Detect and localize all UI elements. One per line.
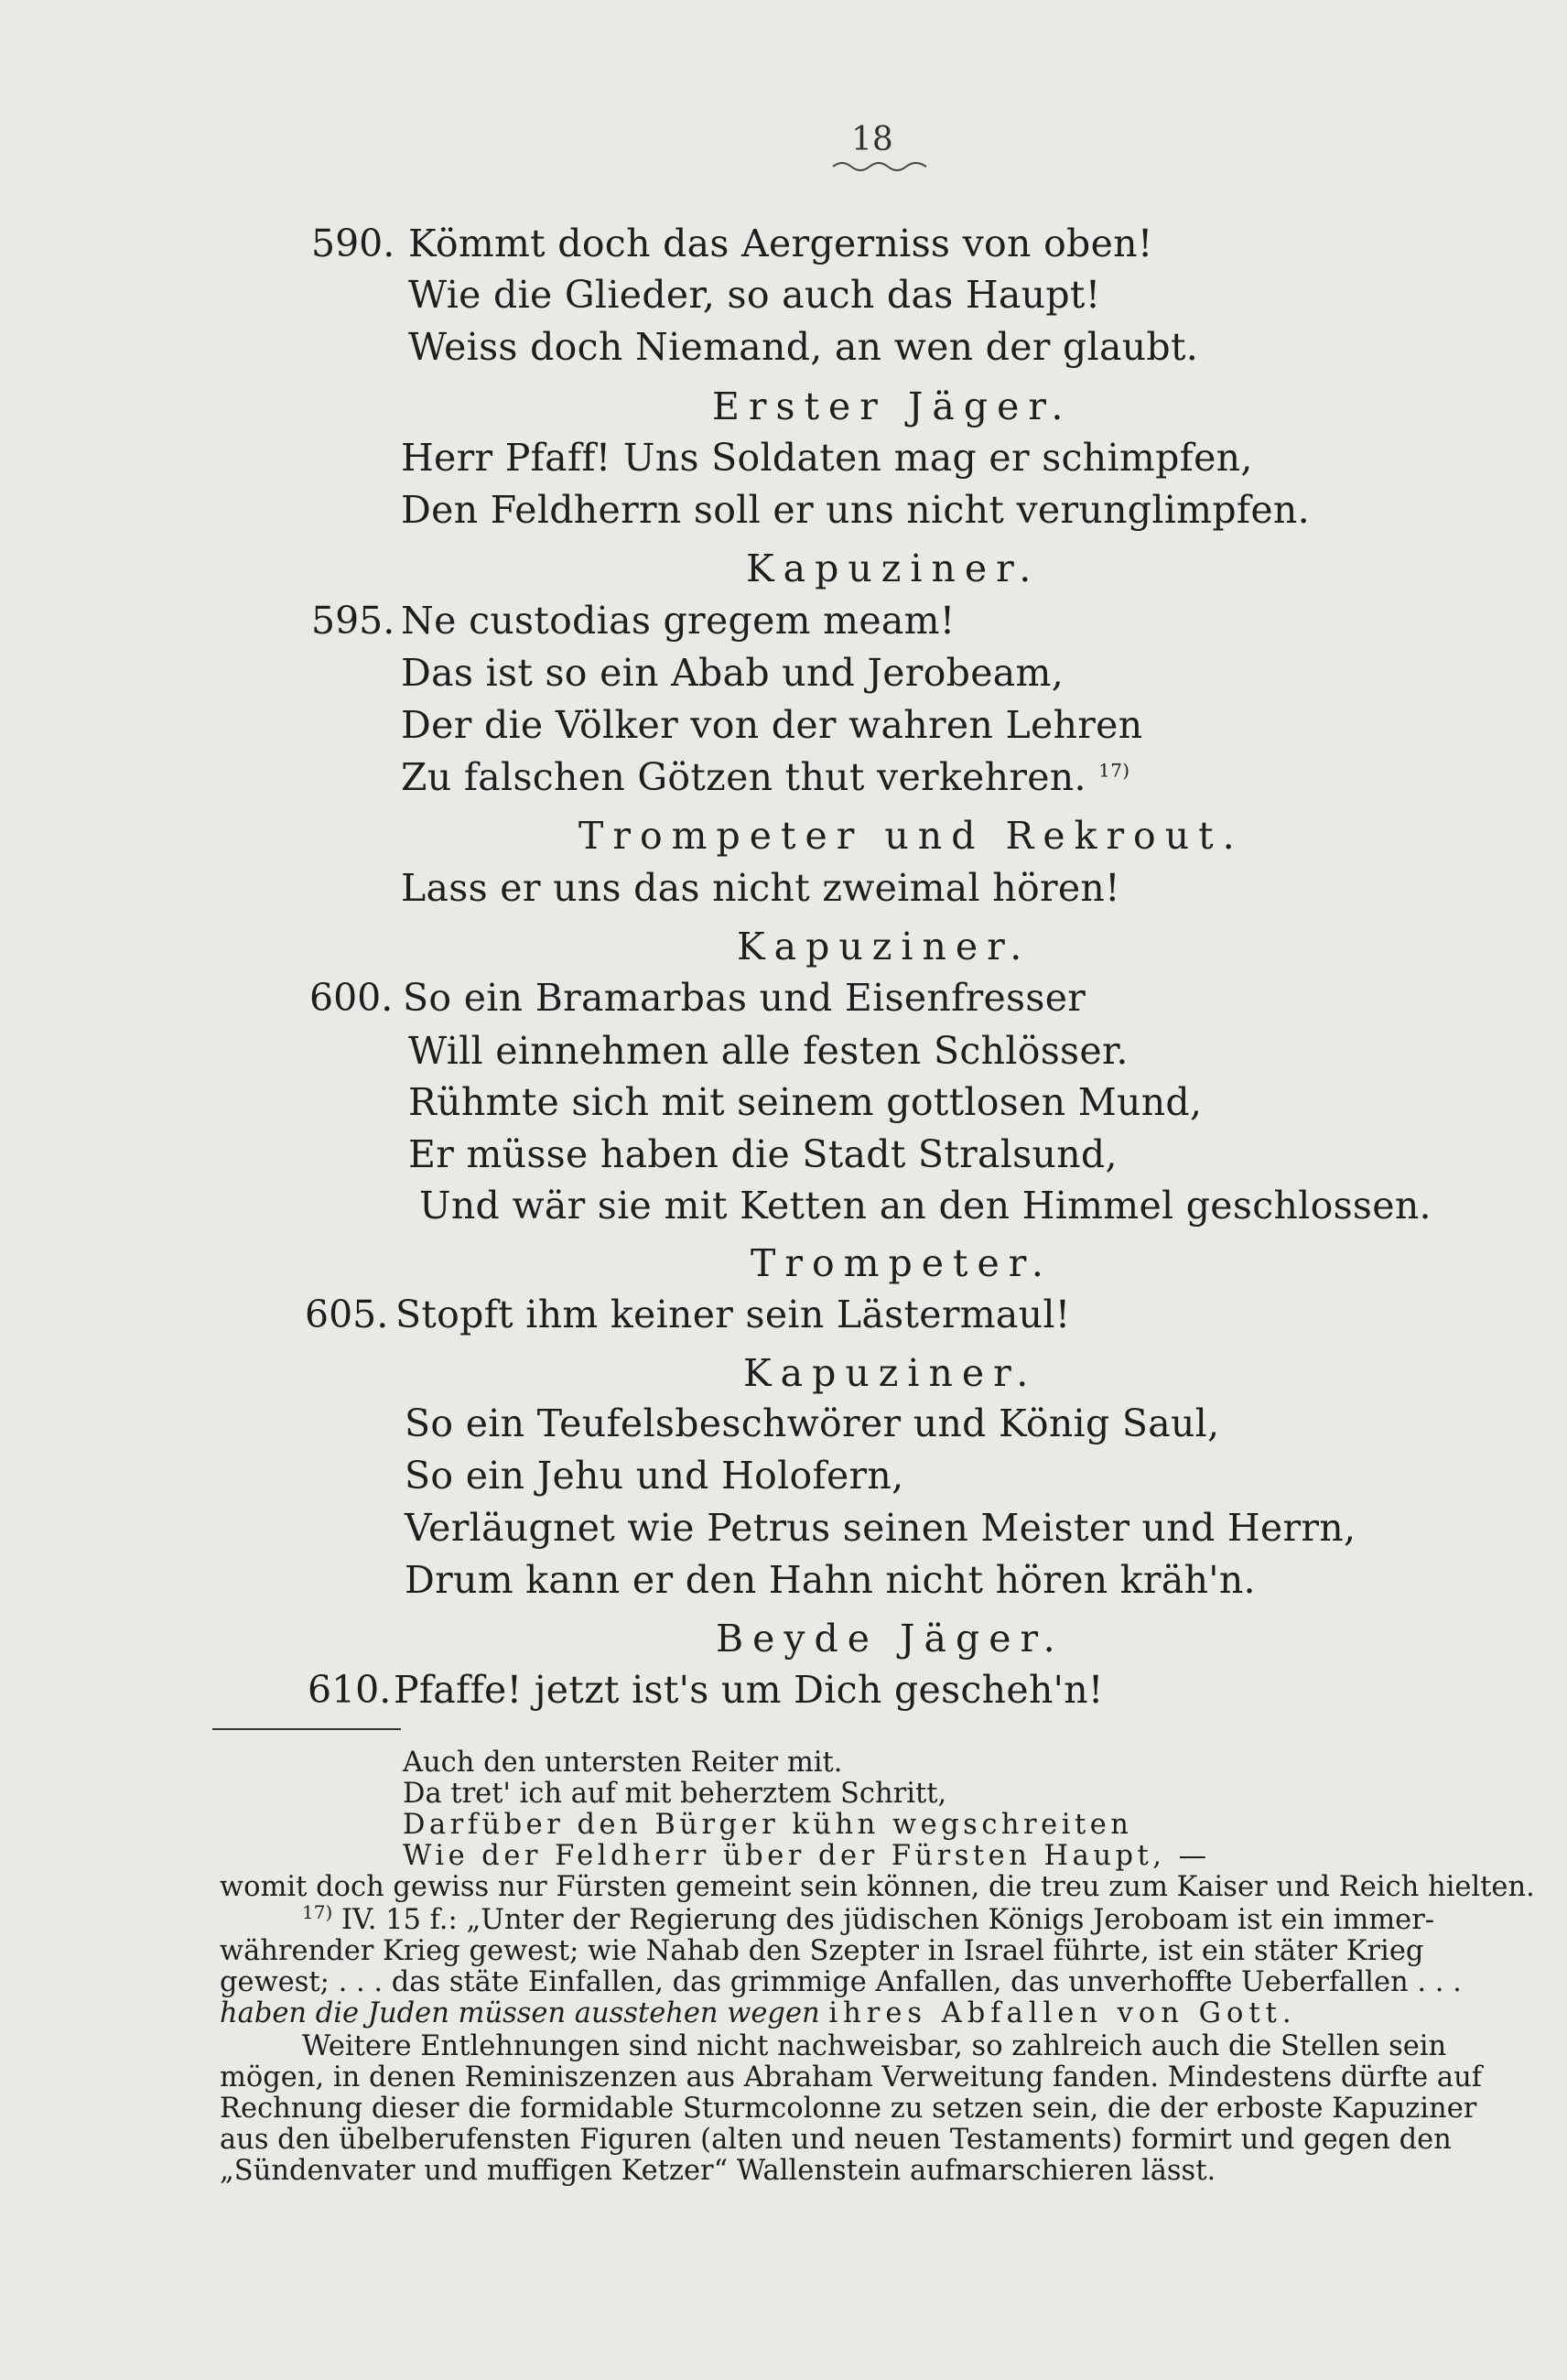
footnote-line: womit doch gewiss nur Fürsten gemeint sein können, die treu zum Kaiser und Reich hielten. bbox=[220, 1871, 1535, 1903]
footnote-rule bbox=[212, 1728, 401, 1730]
verse-line: So ein Teufelsbeschwörer und König Saul, bbox=[405, 1401, 1220, 1445]
verse-line: Das ist so ein Abab und Jerobeam, bbox=[401, 651, 1064, 695]
footnote-paragraph-line: aus den übelberufensten Figuren (alten und neuen Testaments) formirt und gegen den bbox=[220, 2124, 1452, 2156]
verse-line: Er müsse haben die Stadt Stralsund, bbox=[408, 1132, 1118, 1176]
verse-line: Stopft ihm keiner sein Lästermaul! bbox=[395, 1293, 1071, 1336]
speaker-heading: Beyde Jäger. bbox=[716, 1617, 1064, 1661]
verse-line: So ein Bramarbas und Eisenfresser bbox=[403, 976, 1086, 1020]
verse-line: Will einnehmen alle festen Schlösser. bbox=[408, 1029, 1129, 1073]
footnote-ref: 17) bbox=[1098, 759, 1130, 782]
verse-line: Rühmte sich mit seinem gottlosen Mund, bbox=[408, 1080, 1203, 1124]
verse-line: Ne custodias gregem meam! bbox=[401, 599, 956, 643]
speaker-heading: Erster Jäger. bbox=[712, 384, 1073, 428]
verse-line: Wie die Glieder, so auch das Haupt! bbox=[408, 273, 1101, 317]
footnote-quote-line: Auch den untersten Reiter mit. bbox=[403, 1747, 843, 1779]
footnote-paragraph-line: Rechnung dieser die formidable Sturmcolonne zu setzen sein, die der erboste Kapuziner bbox=[220, 2093, 1477, 2125]
verse-number: 590. bbox=[311, 222, 395, 265]
footnote-17-line: $^{17)}$ IV. 15 f.: „Unter der Regierung des jüdischen Königs Jeroboam ist ein immer- bbox=[302, 1900, 1435, 1936]
verse-line: Zu falschen Götzen thut verkehren. $^{17)}$ bbox=[401, 755, 1130, 799]
verse-line: Kömmt doch das Aergerniss von oben! bbox=[408, 222, 1153, 265]
speaker-heading: Kapuziner. bbox=[737, 925, 1032, 968]
verse-number: 610. bbox=[308, 1668, 392, 1712]
verse-line: Und wär sie mit Ketten an den Himmel geschlossen. bbox=[419, 1184, 1432, 1228]
verse-line: Der die Völker von der wahren Lehren bbox=[401, 703, 1143, 747]
verse-line: Verläugnet wie Petrus seinen Meister und Herrn, bbox=[405, 1506, 1356, 1550]
footnote-17-line: gewest; . . . das stäte Einfallen, das grimmige Anfallen, das unverhoffte Ueberfallen . . . bbox=[220, 1966, 1462, 1998]
footnote-paragraph-line: Weitere Entlehnungen sind nicht nachweisbar, so zahlreich auch die Stellen sein bbox=[302, 2030, 1447, 2062]
footnote-quote-line: Wie der Feldherr über der Fürsten Haupt, — bbox=[403, 1840, 1211, 1872]
verse-line: Herr Pfaff! Uns Soldaten mag er schimpfen, bbox=[401, 436, 1253, 480]
speaker-heading: Trompeter und Rekrout. bbox=[578, 814, 1244, 858]
verse-line: Pfaffe! jetzt ist's um Dich gescheh'n! bbox=[394, 1668, 1104, 1712]
verse-number: 595. bbox=[311, 599, 395, 643]
footnote-quote-line: Darfüber den Bürger kühn wegschreiten bbox=[403, 1809, 1133, 1841]
speaker-heading: Kapuziner. bbox=[746, 546, 1041, 590]
speaker-heading: Kapuziner. bbox=[743, 1351, 1038, 1395]
page-number: 18 bbox=[851, 121, 893, 158]
page-number-ornament bbox=[831, 157, 930, 172]
speaker-heading: Trompeter. bbox=[751, 1241, 1053, 1285]
verse-line: Weiss doch Niemand, an wen der glaubt. bbox=[408, 325, 1199, 369]
verse-number: 605. bbox=[305, 1293, 389, 1336]
footnote-paragraph-line: „Sündenvater und muffigen Ketzer“ Wallenstein aufmarschieren lässt. bbox=[220, 2155, 1216, 2187]
footnote-mark: 17) bbox=[302, 1900, 333, 1923]
verse-line: Drum kann er den Hahn nicht hören kräh'n. bbox=[405, 1558, 1256, 1602]
footnote-17-line: haben die Juden müssen ausstehen wegen ihres Abfallen von Gott. bbox=[220, 1997, 1297, 2029]
verse-number: 600. bbox=[309, 976, 394, 1020]
footnote-paragraph-line: mögen, in denen Reminiszenzen aus Abraham Verweitung fanden. Mindestens dürfte auf bbox=[220, 2061, 1483, 2093]
footnote-17-line: währender Krieg gewest; wie Nahab den Szepter in Israel führte, ist ein stäter Krieg bbox=[220, 1935, 1424, 1967]
footnote-quote-line: Da tret' ich auf mit beherztem Schritt, bbox=[403, 1778, 947, 1810]
verse-line: Den Feldherrn soll er uns nicht verunglimpfen. bbox=[401, 488, 1310, 532]
verse-line: So ein Jehu und Holofern, bbox=[405, 1454, 904, 1498]
verse-line: Lass er uns das nicht zweimal hören! bbox=[401, 866, 1120, 910]
